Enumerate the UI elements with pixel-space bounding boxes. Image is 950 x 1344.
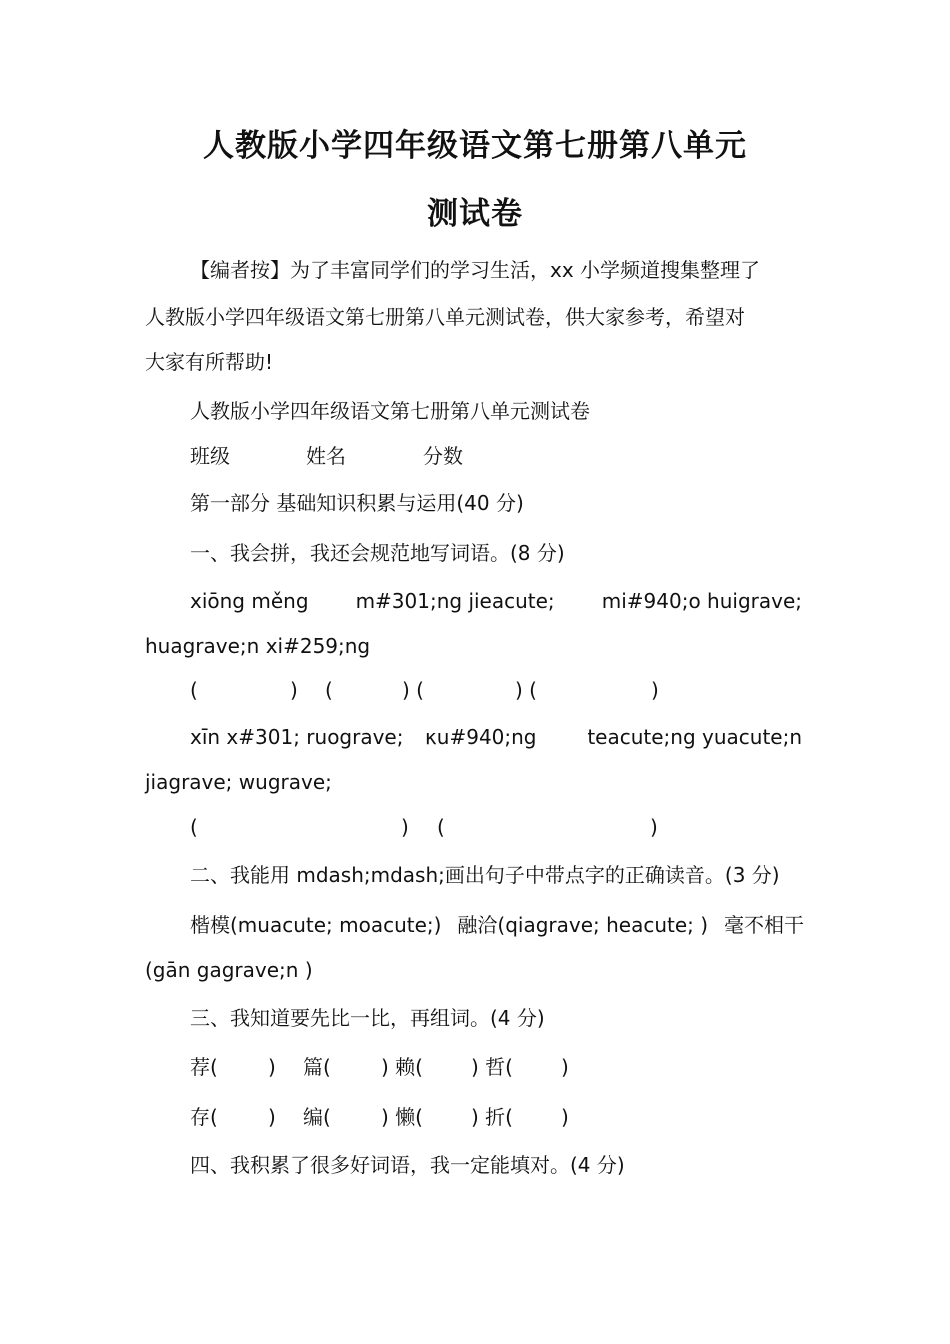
q1-blank-2-close: ) ( [402, 678, 424, 702]
q1-pinyin-5: xīn x#301; ruograve; [190, 725, 404, 749]
q3-row2-cell-4: ) 懒( [381, 1105, 423, 1129]
q3-row2-cell-5: ) 折( [471, 1105, 513, 1129]
intro-line-3: 大家有所帮助! [145, 350, 274, 374]
q3-row1-cell-2: ) [268, 1055, 276, 1079]
q1-pinyin-2: m#301;ng jieacute; [355, 589, 555, 613]
q1-blank-5-close: ) [401, 815, 409, 839]
q1-blank-3-close: ) ( [515, 678, 537, 702]
q1-pinyin-row-1 [190, 587, 802, 615]
info-name-label: 姓名 [306, 444, 346, 468]
q3-row1-cell-3: 篇( [303, 1055, 331, 1079]
q2-heading: 二、我能用 mdash;mdash;画出句子中带点字的正确读音。(3 分) [190, 863, 780, 887]
q2-item-2: 融洽(qiagrave; heacute; ) [457, 913, 709, 937]
info-score-label: 分数 [423, 444, 463, 468]
q1-blank-4-close: ) [651, 678, 659, 702]
q1-pinyin-6: κu#940;ng [425, 725, 537, 749]
q3-row1-cell-5: ) 哲( [471, 1055, 513, 1079]
document-title-line1: 人教版小学四年级语文第七册第八单元 [203, 128, 747, 164]
q1-pinyin-row-2-cont: jiagrave; wugrave; [145, 770, 332, 794]
q2-item-1: 楷模(muacute; moacute;) [190, 913, 442, 937]
document-title-line2: 测试卷 [427, 196, 523, 232]
q3-row2-cell-6: ) [561, 1105, 569, 1129]
q1-blank-2-open: ( [325, 678, 333, 702]
q2-item-3: 毫不相干 [724, 913, 804, 937]
q1-pinyin-row-1-cont: huagrave;n xi#259;ng [145, 634, 371, 658]
q1-blank-1-close: ) [290, 678, 298, 702]
q1-blank-1-open: ( [190, 678, 198, 702]
doc-subtitle: 人教版小学四年级语文第七册第八单元测试卷 [190, 399, 590, 423]
q3-heading: 三、我知道要先比一比，再组词。(4 分) [190, 1006, 545, 1030]
q1-blank-6-open: ( [437, 815, 445, 839]
q2-items-row [190, 911, 804, 939]
part-one-heading: 第一部分 基础知识积累与运用(40 分) [190, 491, 524, 515]
intro-line-2: 人教版小学四年级语文第七册第八单元测试卷，供大家参考，希望对 [145, 305, 745, 329]
q3-row1-cell-4: ) 赖( [381, 1055, 423, 1079]
q2-items-cont: (gān gagrave;n ) [145, 958, 313, 982]
q1-heading: 一、我会拼，我还会规范地写词语。(8 分) [190, 541, 565, 565]
q3-row1-cell-6: ) [561, 1055, 569, 1079]
q1-blank-5-open: ( [190, 815, 198, 839]
q3-row2-cell-2: ) [268, 1105, 276, 1129]
q4-heading: 四、我积累了很多好词语，我一定能填对。(4 分) [190, 1153, 625, 1177]
q1-blank-6-close: ) [650, 815, 658, 839]
intro-line-1: 【编者按】为了丰富同学们的学习生活，xx 小学频道搜集整理了 [190, 258, 761, 282]
q1-pinyin-3: mi#940;o huigrave; [601, 589, 802, 613]
q3-row1-cell-1: 荐( [190, 1055, 218, 1079]
q1-pinyin-7: teacute;ng yuacute;n [587, 725, 802, 749]
q1-pinyin-1: xiōng měng [190, 589, 309, 613]
q3-row2-cell-3: 编( [303, 1105, 331, 1129]
info-class-label: 班级 [190, 444, 230, 468]
q3-row2-cell-1: 存( [190, 1105, 218, 1129]
